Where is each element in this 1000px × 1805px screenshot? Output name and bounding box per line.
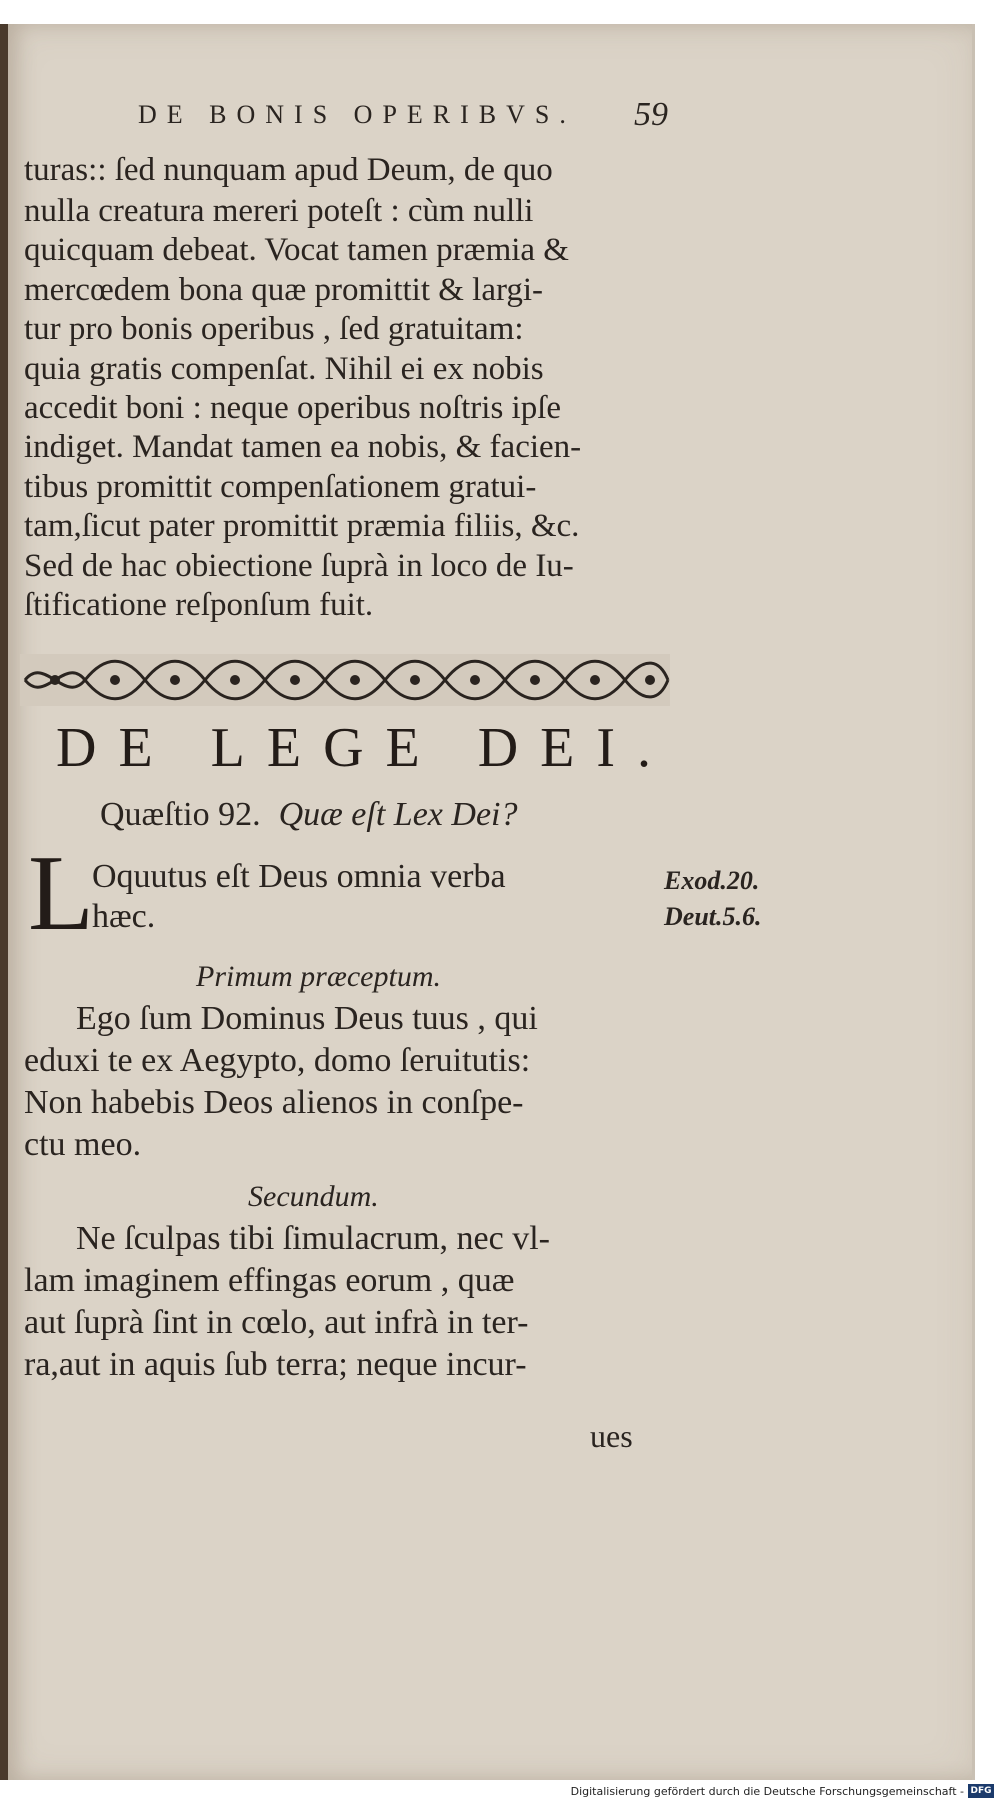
drop-cap: L xyxy=(28,834,94,953)
text-line: Sed de hac obiectione ſuprà in loco de Iu- xyxy=(24,548,574,584)
text-line: ſtificatione reſponſum fuit. xyxy=(24,587,374,623)
page-binding-edge xyxy=(0,24,8,1780)
text-line: turas:: ſed nunquam apud Deum, de quo xyxy=(24,152,553,188)
precept-line: Ego ſum Dominus Deus tuus , qui xyxy=(76,1000,538,1037)
question-line xyxy=(100,796,517,834)
running-title: DE BONIS OPERIBVS. xyxy=(138,100,576,129)
text-line: quia gratis compenſat. Nihil ei ex nobis xyxy=(24,351,544,387)
question-label: Quæſtio 92. xyxy=(100,796,261,833)
text-line: tur pro bonis operibus , ſed gratuitam: xyxy=(24,311,524,347)
ornamental-band xyxy=(20,650,670,710)
text-line: tam,ſicut pater promittit præmia filiis, &c. xyxy=(24,508,580,544)
text-line: mercœdem bona quæ promittit & largi- xyxy=(24,272,544,308)
margin-note: Exod.20. xyxy=(664,866,760,895)
text-line: accedit boni : neque operibus noſtris ipſe xyxy=(24,390,562,426)
dfg-logo: DFG xyxy=(968,1784,994,1798)
text-line: nulla creatura mereri poteſt : cùm nulli xyxy=(24,193,534,229)
precept-heading: Secundum. xyxy=(248,1180,379,1213)
running-header xyxy=(138,96,668,144)
answer-line: hæc. xyxy=(92,898,156,935)
text-line: quicquam debeat. Vocat tamen præmia & xyxy=(24,232,569,268)
footer-credit: Digitalisierung gefördert durch die Deutsche Forschungsgemeinschaft - xyxy=(570,1785,964,1798)
page-number: 59 xyxy=(634,96,668,133)
section-title: DE LEGE DEI. xyxy=(56,717,674,779)
text-line: tibus promittit compenſationem gratui- xyxy=(24,469,537,505)
question-text: Quæ eſt Lex Dei? xyxy=(278,796,518,833)
precept-heading: Primum præceptum. xyxy=(196,960,441,993)
precept-line: ra,aut in aquis ſub terra; neque incur- xyxy=(24,1346,527,1383)
answer-line: Oquutus eſt Deus omnia verba xyxy=(92,858,506,895)
catchword: ues xyxy=(590,1418,633,1454)
text-line: indiget. Mandat tamen ea nobis, & facien- xyxy=(24,429,582,465)
precept-line: aut ſuprà ſint in cœlo, aut infrà in ter- xyxy=(24,1304,529,1341)
margin-note: Deut.5.6. xyxy=(664,902,762,931)
precept-line: Non habebis Deos alienos in conſpe- xyxy=(24,1084,524,1121)
precept-line: lam imaginem effingas eorum , quæ xyxy=(24,1262,515,1299)
precept-line: eduxi te ex Aegypto, domo ſeruitutis: xyxy=(24,1042,531,1079)
precept-line: Ne ſculpas tibi ſimulacrum, nec vl- xyxy=(76,1220,550,1257)
precept-line: ctu meo. xyxy=(24,1126,142,1163)
